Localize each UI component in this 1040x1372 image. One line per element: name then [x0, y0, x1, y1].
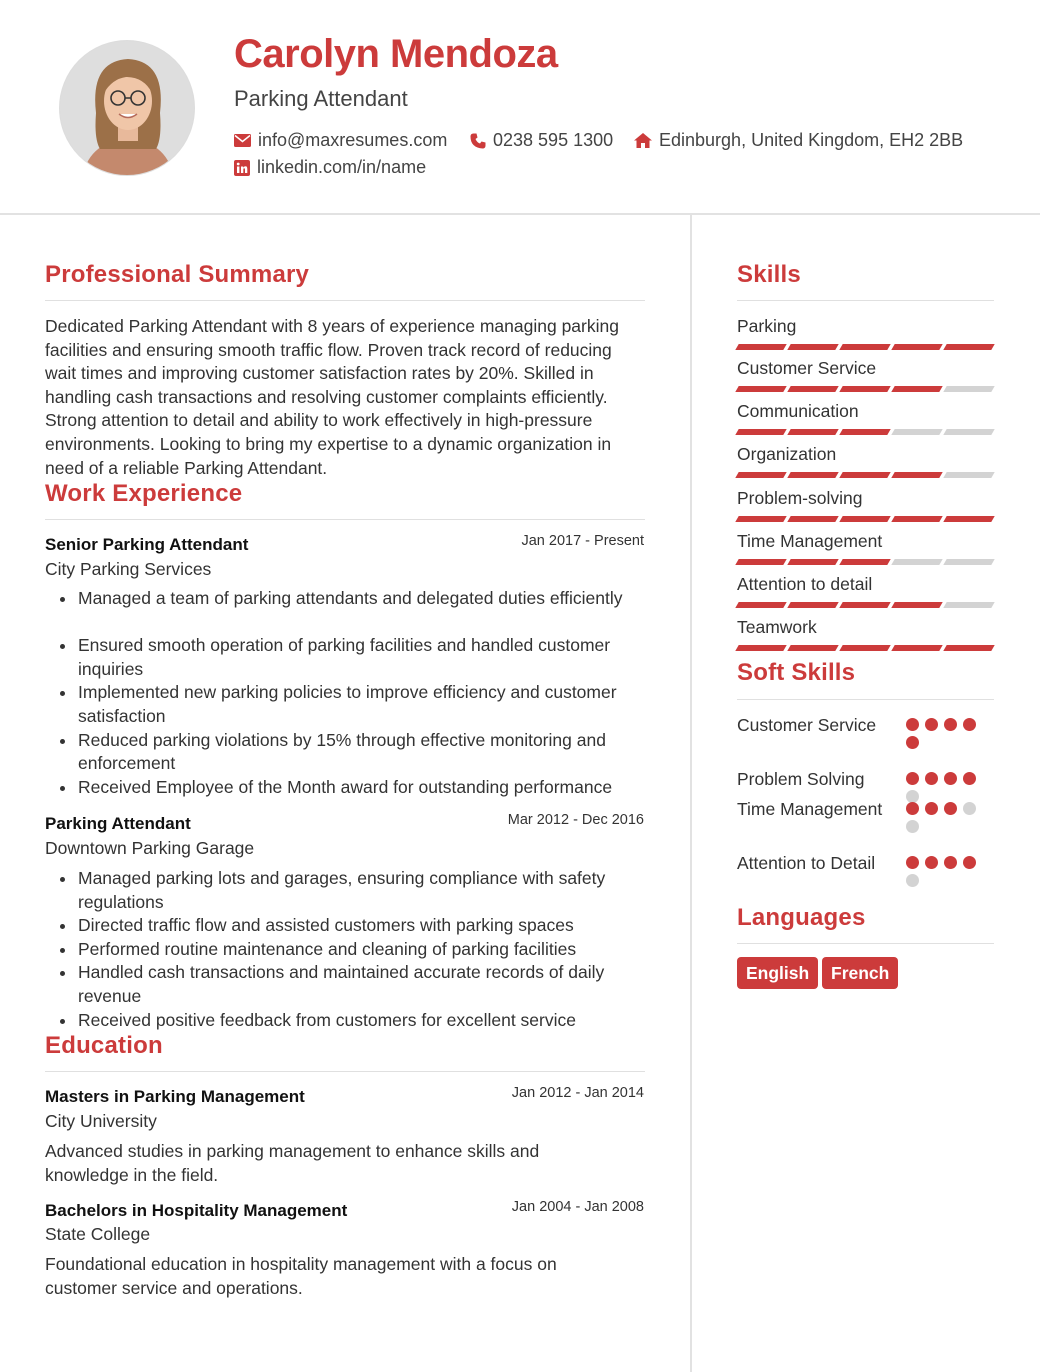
skill-level-segment: [735, 645, 786, 651]
job-bullet: Performed routine maintenance and cleaning of parking facilities: [60, 938, 650, 962]
location-text: Edinburgh, United Kingdom, EH2 2BB: [659, 130, 964, 150]
education-rule: [45, 1071, 645, 1072]
contact-phone[interactable]: [470, 130, 613, 151]
phone-icon: [470, 133, 486, 149]
summary-rule: [45, 300, 645, 301]
job-bullet: Implemented new parking policies to improve efficiency and customer satisfaction: [60, 681, 650, 728]
skill-level-segment: [787, 472, 838, 478]
degree-title: Masters in Parking Management: [45, 1087, 305, 1106]
soft-skill-rating: [906, 802, 986, 833]
rating-dot: [906, 718, 919, 731]
rating-dot: [944, 856, 957, 869]
soft-skills-rule: [737, 699, 994, 700]
job-bullet: Reduced parking violations by 15% through effective monitoring and enforcement: [60, 729, 650, 776]
job-bullet: Managed a team of parking attendants and delegated duties efficiently: [60, 587, 650, 611]
skill-label: Time Management: [737, 531, 883, 551]
job-company: City Parking Services: [45, 559, 212, 579]
contact-email[interactable]: [234, 130, 447, 151]
skill-level-segment: [787, 559, 838, 565]
rating-dot: [963, 772, 976, 785]
skill-level-segment: [787, 344, 838, 350]
skill-level-segment: [943, 559, 994, 565]
degree-dates: Jan 2004 - Jan 2008: [511, 1199, 644, 1215]
school-name: State College: [45, 1224, 151, 1244]
skill-level-segment: [839, 645, 890, 651]
degree-description: Advanced studies in parking management to enhance skills and knowledge in the field.: [45, 1141, 540, 1185]
skill-level-bar: [737, 386, 993, 392]
skill-label: Problem-solving: [737, 488, 863, 508]
rating-dot: [906, 820, 919, 833]
skill-level-bar: [737, 602, 993, 608]
job-bullet: Ensured smooth operation of parking facilities and handled customer inquiries: [60, 634, 650, 681]
skill-label: Teamwork: [737, 617, 817, 637]
skill-level-bar: [737, 344, 993, 350]
column-divider: [690, 215, 692, 1372]
rating-dot: [906, 736, 919, 749]
soft-skills-heading: Soft Skills: [737, 659, 856, 686]
rating-dot: [963, 718, 976, 731]
skill-level-segment: [891, 472, 942, 478]
skill-level-bar: [737, 429, 993, 435]
rating-dot: [963, 802, 976, 815]
candidate-name: Carolyn Mendoza: [234, 32, 558, 76]
skill-level-segment: [787, 602, 838, 608]
skill-level-segment: [839, 386, 890, 392]
rating-dot: [906, 772, 919, 785]
skill-level-segment: [943, 602, 994, 608]
linkedin-icon: [234, 160, 250, 176]
soft-skill-label: Customer Service: [737, 715, 877, 735]
languages-heading: Languages: [737, 904, 866, 931]
skill-level-segment: [943, 472, 994, 478]
linkedin-text: linkedin.com/in/name: [257, 157, 427, 177]
skill-level-segment: [735, 429, 786, 435]
job-bullet: Received Employee of the Month award for outstanding performance: [60, 776, 650, 800]
education-heading: Education: [45, 1032, 163, 1059]
skill-label: Attention to detail: [737, 574, 873, 594]
job-bullets: [60, 867, 650, 1032]
skill-level-segment: [735, 516, 786, 522]
skill-level-segment: [943, 344, 994, 350]
job-bullet: Directed traffic flow and assisted customers with parking spaces: [60, 914, 650, 938]
rating-dot: [963, 856, 976, 869]
soft-skill-label: Problem Solving: [737, 769, 865, 789]
experience-rule: [45, 519, 645, 520]
contact-linkedin[interactable]: [234, 157, 426, 178]
skill-level-segment: [943, 386, 994, 392]
skill-level-segment: [943, 645, 994, 651]
skill-level-segment: [891, 559, 942, 565]
avatar-icon: [60, 41, 195, 176]
rating-dot: [906, 802, 919, 815]
skill-level-segment: [787, 429, 838, 435]
language-badge: English: [737, 957, 818, 989]
skill-level-segment: [839, 516, 890, 522]
skills-rule: [737, 300, 994, 301]
skill-level-segment: [735, 386, 786, 392]
skill-level-segment: [787, 516, 838, 522]
contact-location: [634, 130, 963, 151]
skill-label: Communication: [737, 401, 859, 421]
home-icon: [634, 133, 652, 148]
language-badge: French: [822, 957, 898, 989]
experience-heading: Work Experience: [45, 480, 243, 507]
degree-description: Foundational education in hospitality management with a focus on customer service and operations.: [45, 1254, 557, 1298]
soft-skill-label: Attention to Detail: [737, 853, 876, 873]
skill-level-segment: [787, 386, 838, 392]
skill-label: Customer Service: [737, 358, 877, 378]
rating-dot: [906, 856, 919, 869]
skill-level-segment: [943, 516, 994, 522]
skill-level-segment: [839, 472, 890, 478]
summary-text: Dedicated Parking Attendant with 8 years of experience managing parking facilities and ensuring smooth traffic flow. Proven track record of reducing wait times and improving customer satisfaction rates by 20%. Skilled in handling cash transactions and resolving customer complaints efficiently. Strong attention to detail and ability to work effectively in high-pressure environments. Looking to bring my expertise to a dynamic organization in need of a reliable Parking Attendant.: [45, 316, 619, 478]
skill-level-segment: [891, 645, 942, 651]
job-bullet: Handled cash transactions and maintained accurate records of daily revenue: [60, 961, 650, 1008]
soft-skill-label: Time Management: [737, 799, 883, 819]
rating-dot: [906, 874, 919, 887]
skills-heading: Skills: [737, 261, 801, 288]
email-text: info@maxresumes.com: [258, 130, 448, 150]
skill-level-segment: [839, 602, 890, 608]
skill-level-segment: [891, 516, 942, 522]
skill-label: Parking: [737, 316, 797, 336]
skill-level-bar: [737, 472, 993, 478]
rating-dot: [925, 802, 938, 815]
job-dates: Mar 2012 - Dec 2016: [507, 812, 644, 828]
skill-level-segment: [891, 386, 942, 392]
candidate-title: Parking Attendant: [234, 86, 408, 111]
job-bullet: Managed parking lots and garages, ensuring compliance with safety regulations: [60, 867, 650, 914]
skill-level-segment: [735, 472, 786, 478]
soft-skill-rating: [906, 856, 986, 887]
soft-skill-rating: [906, 772, 986, 803]
job-title: Parking Attendant: [45, 814, 191, 833]
skill-label: Organization: [737, 444, 837, 464]
summary-heading: Professional Summary: [45, 261, 310, 288]
skill-level-segment: [787, 645, 838, 651]
job-title: Senior Parking Attendant: [45, 535, 249, 554]
skill-level-segment: [839, 429, 890, 435]
skill-level-segment: [839, 559, 890, 565]
skill-level-segment: [839, 344, 890, 350]
soft-skill-rating: [906, 718, 986, 749]
degree-title: Bachelors in Hospitality Management: [45, 1201, 348, 1220]
job-dates: Jan 2017 - Present: [521, 533, 644, 549]
skill-level-bar: [737, 559, 993, 565]
rating-dot: [925, 718, 938, 731]
job-bullets: [60, 587, 650, 799]
resume-header: [0, 0, 1040, 215]
skill-level-segment: [943, 429, 994, 435]
skill-level-segment: [891, 344, 942, 350]
profile-photo: [59, 40, 195, 176]
rating-dot: [944, 772, 957, 785]
phone-text: 0238 595 1300: [493, 130, 614, 150]
degree-dates: Jan 2012 - Jan 2014: [511, 1085, 644, 1101]
envelope-icon: [234, 134, 251, 147]
skill-level-bar: [737, 516, 993, 522]
skill-level-segment: [735, 602, 786, 608]
languages-rule: [737, 943, 994, 944]
skill-level-segment: [891, 429, 942, 435]
skill-level-segment: [735, 559, 786, 565]
rating-dot: [944, 802, 957, 815]
skill-level-segment: [735, 344, 786, 350]
job-bullet: Received positive feedback from customers for excellent service: [60, 1009, 650, 1033]
school-name: City University: [45, 1111, 157, 1131]
rating-dot: [925, 772, 938, 785]
job-company: Downtown Parking Garage: [45, 838, 255, 858]
skill-level-segment: [891, 602, 942, 608]
skill-level-bar: [737, 645, 993, 651]
rating-dot: [925, 856, 938, 869]
rating-dot: [944, 718, 957, 731]
